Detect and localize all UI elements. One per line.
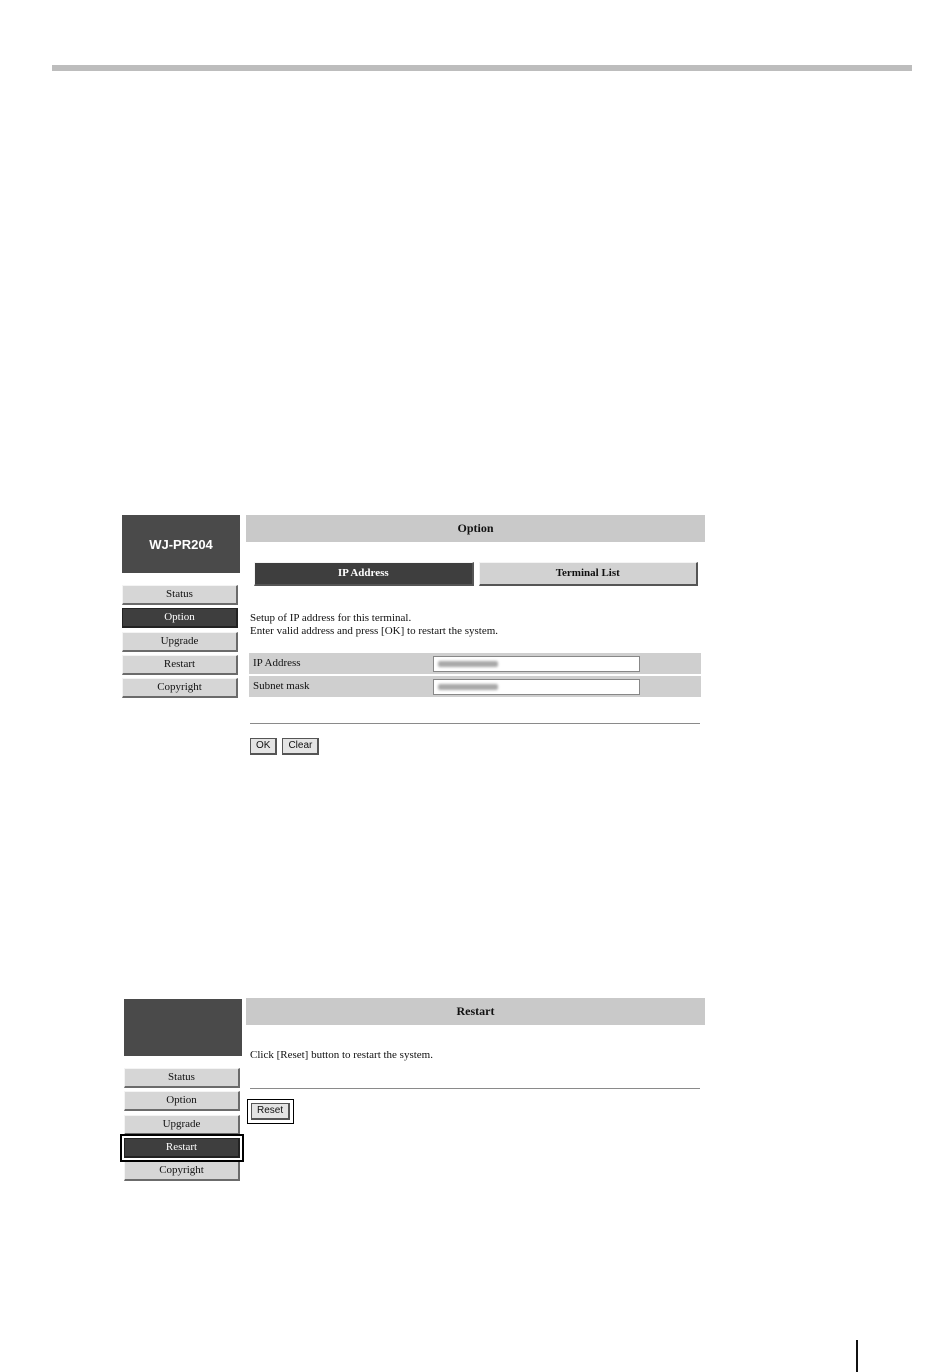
- sidebar-item-upgrade[interactable]: Upgrade: [124, 1115, 240, 1135]
- page-title: Restart: [246, 998, 705, 1025]
- sidebar-nav: [122, 585, 240, 701]
- divider: [250, 723, 700, 724]
- ip-form: [249, 653, 701, 699]
- restart-content: [246, 998, 705, 1116]
- sidebar-item-restart[interactable]: Restart: [122, 655, 238, 675]
- sidebar-item-copyright[interactable]: Copyright: [122, 678, 238, 698]
- sidebar-item-restart[interactable]: Restart: [124, 1138, 240, 1158]
- divider: [250, 1088, 700, 1089]
- page-title: Option: [246, 515, 705, 542]
- blurred-value: [438, 661, 498, 667]
- ok-button[interactable]: OK: [250, 738, 277, 755]
- brand-block: [124, 999, 242, 1056]
- blurred-value: [438, 684, 498, 690]
- ip-address-input[interactable]: [433, 656, 640, 672]
- option-content: [246, 515, 705, 751]
- description-line-2: Enter valid address and press [OK] to restart the system.: [250, 625, 499, 637]
- restart-buttons: [251, 1103, 290, 1120]
- option-description: [250, 612, 498, 638]
- tab-ip-address[interactable]: IP Address: [254, 562, 474, 586]
- sidebar-item-copyright[interactable]: Copyright: [124, 1161, 240, 1181]
- form-buttons: [250, 738, 319, 755]
- ip-address-label: IP Address: [253, 657, 301, 669]
- description-line-1: Setup of IP address for this terminal.: [250, 612, 412, 624]
- page-edge-mark: [856, 1340, 858, 1372]
- restart-description: Click [Reset] button to restart the system.: [250, 1049, 433, 1061]
- subnet-mask-label: Subnet mask: [253, 680, 310, 692]
- sidebar-item-status[interactable]: Status: [122, 585, 238, 605]
- option-tabs: [254, 562, 698, 586]
- clear-button[interactable]: Clear: [282, 738, 319, 755]
- sidebar-item-upgrade[interactable]: Upgrade: [122, 632, 238, 652]
- sidebar-item-option[interactable]: Option: [122, 608, 238, 628]
- sidebar-item-option[interactable]: Option: [124, 1091, 240, 1111]
- subnet-mask-row: [249, 676, 701, 697]
- sidebar-nav: [124, 1068, 242, 1184]
- ip-address-row: [249, 653, 701, 674]
- top-rule: [52, 65, 912, 71]
- reset-button[interactable]: Reset: [251, 1103, 290, 1120]
- subnet-mask-input[interactable]: [433, 679, 640, 695]
- brand-logo: WJ-PR204: [122, 515, 240, 573]
- tab-terminal-list[interactable]: Terminal List: [479, 562, 699, 586]
- sidebar-item-status[interactable]: Status: [124, 1068, 240, 1088]
- option-screenshot: [122, 515, 706, 760]
- restart-screenshot: [122, 998, 706, 1188]
